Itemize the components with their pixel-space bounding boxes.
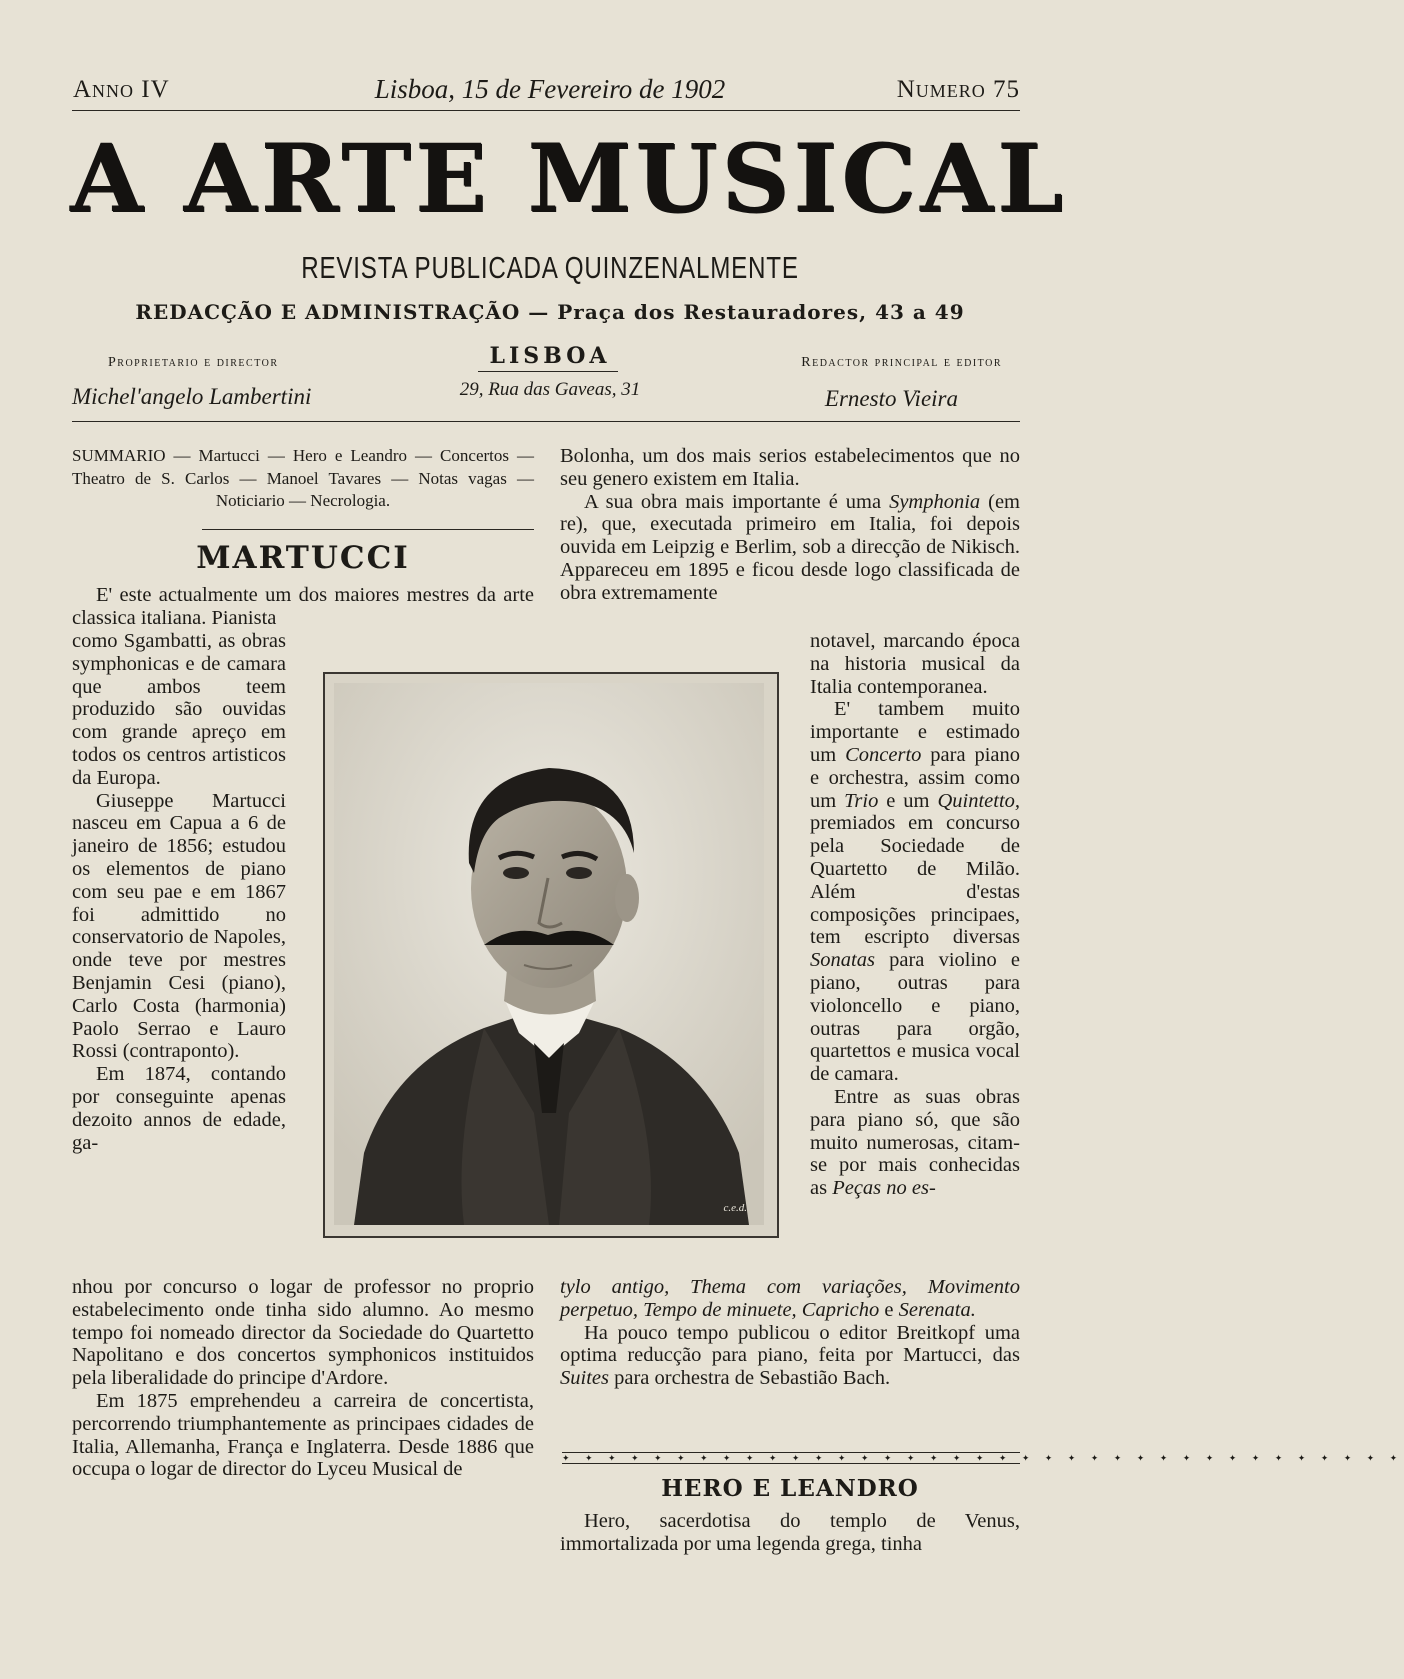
portrait-photo	[334, 683, 764, 1225]
left-narrow-column	[72, 630, 286, 1154]
hero-paragraph: Hero, sacerdotisa do templo de Venus, immortalizada por uma legenda grega, tinha	[560, 1510, 1020, 1555]
masthead-bottom-rule	[72, 421, 1020, 422]
martucci-paragraph-birth: Giuseppe Martucci nasceu em Capua a 6 de janeiro de 1856; estudou os elementos de piano com seu pae e em 1867 foi admittido no conservatorio de Napoles, onde teve por mestres Benjamin Cesi (piano), Carlo Costa (harmonia) Paolo Serrao e Lauro Rossi (contraponto).	[72, 789, 286, 1063]
right-column	[560, 445, 1020, 605]
summary-rule	[202, 529, 534, 530]
martucci-right-piano-works: Entre as suas obras para piano só, que são muito numerosas, citam-se por mais conhecidas as Peças no es-	[810, 1085, 1020, 1200]
proprietor-name: Michel'angelo Lambertini	[72, 384, 312, 409]
summary-text: SUMMARIO — Martucci — Hero e Leandro — Concertos — Theatro de S. Carlos — Manoel Tavares — Notas vagas — Noticiario — Necrologia.	[72, 446, 534, 510]
article-title-hero-e-leandro: HERO E LEANDRO	[661, 1475, 919, 1502]
martucci-intro-continued: como Sgambatti, as obras symphonicas e de camara que ambos teem produzido são ouvidas com grande apreço em todos os centros artisticos da Europa.	[72, 630, 286, 789]
article-title-martucci: MARTUCCI	[196, 540, 410, 576]
martucci-right-piano-works-continued: tylo antigo, Thema com variações, Movimento perpetuo, Tempo de minuete, Capricho e Serenata.	[560, 1276, 1021, 1321]
martucci-right-symphonia: A sua obra mais importante é uma Symphonia (em re), que, executada primeiro em Italia, foi depois ouvida em Leipzig e Berlim, sob a direcção de Nikisch. Appareceu em 1895 e ficou desde logo classificada de obra extremamente	[560, 490, 1021, 604]
martucci-intro: E' este actualmente um dos maiores mestres da arte classica italiana. Pianista	[72, 584, 534, 629]
city-name: LISBOA	[489, 343, 611, 369]
martucci-paragraph-1874: Em 1874, contando por conseguinte apenas dezoito annos de edade, ga-	[72, 1063, 286, 1154]
city-underline	[478, 371, 618, 372]
left-column	[72, 584, 534, 630]
section-divider: ✦ ✦ ✦ ✦ ✦ ✦ ✦ ✦ ✦ ✦ ✦ ✦ ✦ ✦ ✦ ✦ ✦ ✦ ✦ ✦ ✦ ✦ ✦ ✦ ✦ ✦ ✦ ✦ ✦ ✦ ✦ ✦ ✦ ✦ ✦ ✦ ✦	[562, 1453, 1404, 1463]
issue-dateline: Lisboa, 15 de Fevereiro de 1902	[374, 74, 726, 104]
administration-line: REDACÇÃO E ADMINISTRAÇÃO — Praça dos Restauradores, 43 a 49	[135, 300, 965, 324]
editor-name: Ernesto Vieira	[824, 386, 958, 411]
martucci-paragraph-1874-continued: nhou por concurso o logar de professor no proprio estabelecimento onde tinha sido alumno. Ao mesmo tempo foi nomeado director da Sociedade do Quartetto Napolitano e dos concertos symphonicos instituidos pela liberalidade do principe d'Ardore.	[72, 1276, 534, 1390]
martucci-right-symphonia-continued: notavel, marcando época na historia musical da Italia contemporanea.	[810, 630, 1020, 698]
left-lower-column	[72, 1276, 534, 1481]
portrait-illustration	[334, 683, 764, 1225]
masthead-title: A ARTE MUSICAL	[70, 124, 1068, 234]
martucci-paragraph-1875: Em 1875 emprehendeu a carreira de concertista, percorrendo triumphantemente as principaes cidades de Italia, Allemanha, França e Inglaterra. Desde 1886 que occupa o logar de director do Lyceu Musical de	[72, 1389, 534, 1481]
martucci-right-bolonha: Bolonha, um dos mais serios estabelecimentos que no seu genero existem em Italia.	[560, 445, 1020, 490]
masthead-subtitle: REVISTA PUBLICADA QUINZENALMENTE	[301, 250, 799, 285]
right-narrow-column	[810, 630, 1020, 1200]
martucci-right-concerto: E' tambem muito importante e estimado um Concerto para piano e orchestra, assim como um Trio e um Quintetto, premiados em concurso pela Sociedade de Quartetto de Milão. Além d'estas composições principaes, tem escripto diversas Sonatas para violino e piano, outras para violoncello e piano, outras para orgão, quartettos e musica vocal de camara.	[810, 698, 1021, 1086]
city-address: 29, Rua das Gaveas, 31	[459, 379, 641, 400]
portrait-frame	[323, 672, 779, 1238]
issue-volume: Anno IV	[73, 76, 170, 103]
header-rule	[72, 110, 1020, 111]
right-lower-column	[560, 1276, 1020, 1390]
editor-label: Redactor principal e editor	[801, 355, 1002, 370]
proprietor-label: Proprietario e director	[108, 355, 279, 370]
martucci-right-breitkopf: Ha pouco tempo publicou o editor Breitkopf uma optima reducção para piano, feita por Martucci, das Suites para orchestra de Sebastião Bach.	[560, 1321, 1020, 1390]
portrait-signature: c.e.d.	[723, 1202, 747, 1214]
issue-number: Numero 75	[896, 76, 1020, 103]
hero-text	[560, 1510, 1020, 1556]
